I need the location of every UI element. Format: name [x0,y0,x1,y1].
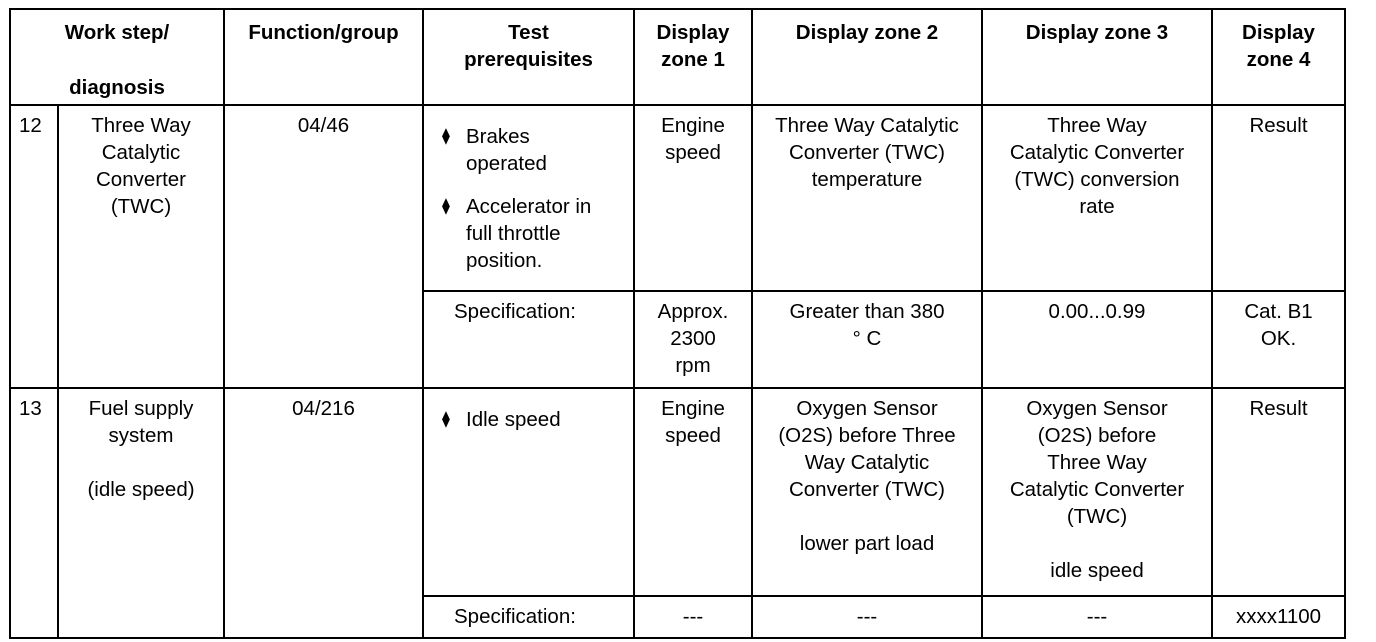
prerequisite-text: Accelerator in [466,195,592,218]
work-step-name [58,388,224,638]
cell-text-line: idle speed [1050,559,1144,582]
cell-text-line: Converter [95,168,186,191]
prerequisite-item [442,123,627,177]
cell-text-line: Three Way [1047,114,1147,137]
header-display-zone-3: Display zone 3 [982,9,1212,105]
cell-text-line: Approx. [657,300,729,323]
cell-text-line: --- [1086,605,1108,628]
cell-text-line: Oxygen Sensor [1026,397,1168,420]
display-zone-1 [634,388,752,596]
blank-line [59,449,223,476]
header-display-zone-4: Display zone 4 [1212,9,1345,105]
prerequisite-item [442,406,627,433]
diamond-bullet-icon: ⧫ [442,128,450,145]
cell-text-line: (TWC) [1066,505,1128,528]
cell-text-line: Three Way [1047,451,1147,474]
cell-text-line: ° C [852,327,882,350]
prerequisite-text: Idle speed [466,408,561,431]
cell-text-line: Result [1249,397,1308,420]
test-prerequisites [423,105,634,291]
cell-text-line: rate [1079,195,1115,218]
cell-text-line: Oxygen Sensor [796,397,938,420]
cell-text-line: speed [665,141,721,164]
cell-text-line: --- [682,605,704,628]
specification-label: Specification: [423,596,634,638]
cell-text-line: speed [665,424,721,447]
header-function-group: Function/group [224,9,423,105]
cell-text-line: Greater than 380 [789,300,945,323]
test-prerequisites [423,388,634,596]
prerequisite-item [442,193,627,274]
prerequisite-text: Brakes [466,125,530,148]
function-group: 04/216 [224,388,423,638]
prerequisite-text: position. [466,249,543,272]
cell-text-line: (O2S) before [1037,424,1157,447]
cell-text-line: lower part load [799,532,935,555]
function-group: 04/46 [224,105,423,388]
specification-label: Specification: [423,291,634,388]
spec-zone-3 [982,596,1212,638]
spec-zone-1 [634,291,752,388]
diamond-bullet-icon: ⧫ [442,198,450,215]
header-row [10,9,1345,105]
prerequisite-text: operated [466,152,547,175]
blank-line [987,530,1207,557]
cell-text-line: Engine [661,397,725,420]
cell-text-line: --- [856,605,878,628]
diagnosis-table [9,8,1346,639]
prerequisite-text: full throttle [466,222,561,245]
cell-text-line: Converter (TWC) [788,478,946,501]
cell-text-line: Catalytic Converter [1009,141,1185,164]
cell-text-line: (idle speed) [87,478,195,501]
step-number: 12 [10,105,58,388]
cell-text-line: OK. [1260,327,1297,350]
header-work-step: Work step/ diagnosis [10,9,224,105]
spec-zone-4 [1212,596,1345,638]
cell-text-line: (TWC) conversion [1014,168,1180,191]
display-zone-1 [634,105,752,291]
cell-text-line: Catalytic [101,141,181,164]
blank-line [757,503,977,530]
cell-text-line: Fuel supply [88,397,194,420]
cell-text-line: xxxx1100 [1235,605,1322,628]
cell-text-line: Catalytic Converter [1009,478,1185,501]
cell-text-line: Engine [661,114,725,137]
cell-text-line: Three Way Catalytic [775,114,959,137]
diamond-bullet-icon: ⧫ [442,411,450,428]
display-zone-4 [1212,388,1345,596]
cell-text-line: rpm [675,354,711,377]
cell-text-line: temperature [811,168,923,191]
cell-text-line: (TWC) [110,195,172,218]
header-test-prerequisites: Test prerequisites [423,9,634,105]
display-zone-4 [1212,105,1345,291]
display-zone-3 [982,105,1212,291]
spec-zone-2 [752,596,982,638]
spec-zone-3 [982,291,1212,388]
cell-text-line: Cat. B1 [1244,300,1313,323]
cell-text-line: Way Catalytic [804,451,930,474]
cell-text-line: Converter (TWC) [788,141,946,164]
spec-zone-1 [634,596,752,638]
table-row [10,388,1345,596]
header-display-zone-2: Display zone 2 [752,9,982,105]
cell-text-line: 0.00...0.99 [1048,300,1146,323]
cell-text-line: Three Way [91,114,191,137]
step-number: 13 [10,388,58,638]
spec-zone-2 [752,291,982,388]
cell-text-line: system [108,424,174,447]
spec-zone-4 [1212,291,1345,388]
header-display-zone-1: Display zone 1 [634,9,752,105]
work-step-name [58,105,224,388]
display-zone-2 [752,105,982,291]
table-row [10,105,1345,291]
cell-text-line: Result [1249,114,1308,137]
cell-text-line: 2300 [670,327,716,350]
display-zone-3 [982,388,1212,596]
display-zone-2 [752,388,982,596]
cell-text-line: (O2S) before Three [778,424,956,447]
